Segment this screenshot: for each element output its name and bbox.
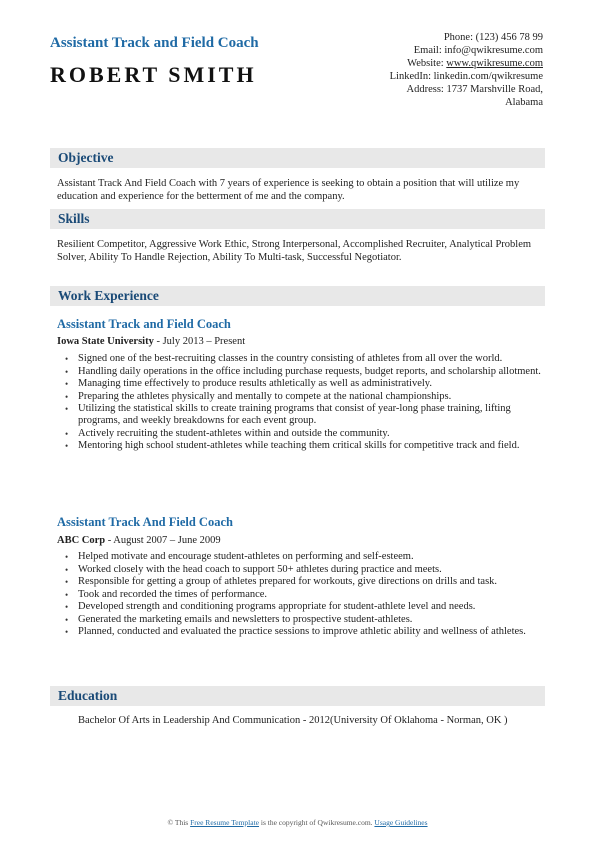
contact-phone: Phone: (123) 456 78 99 bbox=[443, 32, 543, 43]
contact-website-link[interactable]: www.qwikresume.com bbox=[446, 58, 543, 69]
work-title: Work Experience bbox=[58, 288, 159, 303]
contact-linkedin: LinkedIn: linkedin.com/qwikresume bbox=[389, 71, 543, 82]
contact-block bbox=[343, 31, 543, 109]
list-item: • Worked closely with the head coach to support 50+ athletes during practice and meets. bbox=[63, 564, 543, 576]
education-section-header bbox=[50, 686, 545, 706]
job-company: Iowa State University bbox=[57, 336, 154, 347]
list-item: • Signed one of the best-recruiting classes in the country consisting of athletes from all over the world. bbox=[63, 353, 543, 365]
list-item: • Generated the marketing emails and newsletters to prospective student-athletes. bbox=[63, 614, 543, 626]
contact-website bbox=[343, 57, 543, 70]
skills-section-header bbox=[50, 209, 545, 229]
education-title: Education bbox=[58, 688, 118, 703]
skills-title: Skills bbox=[58, 211, 90, 226]
job-company-line bbox=[57, 336, 245, 347]
skills-text: Resilient Competitor, Aggressive Work Ethic, Strong Interpersonal, Accomplished Recruiter, Analytical Problem Solver, Ability To Handle Rejection, Ability To Multi-task, Successful Negotiator. bbox=[57, 239, 532, 263]
usage-guidelines-link[interactable]: Usage Guidelines bbox=[374, 818, 428, 827]
list-item: • Helped motivate and encourage student-athletes on performing and self-esteem. bbox=[63, 551, 543, 563]
job-role: Assistant Track And Field Coach bbox=[57, 515, 233, 529]
list-item: • Mentoring high school student-athletes while teaching them critical skills for competitive track and field. bbox=[63, 440, 543, 452]
footer-prefix: © This bbox=[167, 818, 191, 827]
free-resume-template-link[interactable]: Free Resume Template bbox=[190, 818, 260, 827]
contact-address-line2: Alabama bbox=[505, 97, 543, 108]
list-item: • Utilizing the statistical skills to create training programs that consist of year-long phase training, lifting programs, and weekly breakdowns for each event group. bbox=[63, 403, 543, 427]
list-item: • Developed strength and conditioning programs appropriate for student-athlete level and needs. bbox=[63, 601, 543, 613]
objective-text: Assistant Track And Field Coach with 7 years of experience is seeking to obtain a position that will utilize my education and experience for the betterment of me and the company. bbox=[57, 178, 520, 202]
job-dates: - August 2007 – June 2009 bbox=[105, 535, 221, 546]
job-company-line bbox=[57, 535, 221, 546]
job-bullets bbox=[63, 353, 543, 453]
list-item: • Responsible for getting a group of athletes prepared for workouts, give directions on drills and task. bbox=[63, 576, 543, 588]
footer bbox=[0, 818, 595, 827]
list-item: • Preparing the athletes physically and mentally to compete at the national championships. bbox=[63, 391, 543, 403]
contact-website-label: Website: bbox=[407, 58, 447, 69]
objective-title: Objective bbox=[58, 150, 114, 165]
list-item: • Managing time effectively to produce results athletically as well as administratively. bbox=[63, 378, 543, 390]
footer-middle: is the copyright of Qwikresume.com. bbox=[259, 818, 375, 827]
objective-section-header bbox=[50, 148, 545, 168]
job-company: ABC Corp bbox=[57, 535, 106, 546]
list-item: • Planned, conducted and evaluated the practice sessions to improve athletic ability and wellness of athletes. bbox=[63, 626, 543, 638]
contact-address: Address: 1737 Marshville Road, bbox=[406, 84, 543, 95]
job-bullets bbox=[63, 551, 543, 639]
list-item: • Handling daily operations in the office including purchase requests, budget reports, and scholarship allotment. bbox=[63, 366, 543, 378]
job-title-heading: Assistant Track and Field Coach bbox=[50, 35, 259, 51]
job-role: Assistant Track and Field Coach bbox=[57, 317, 231, 331]
candidate-name: ROBERT SMITH bbox=[50, 62, 257, 87]
education-text: Bachelor Of Arts in Leadership And Communication - 2012(University Of Oklahoma - Norman, OK ) bbox=[78, 715, 508, 726]
work-section-header bbox=[50, 286, 545, 306]
contact-email: Email: info@qwikresume.com bbox=[413, 45, 543, 56]
job-dates: - July 2013 – Present bbox=[153, 336, 246, 347]
list-item: • Actively recruiting the student-athletes within and outside the community. bbox=[63, 428, 543, 440]
list-item: • Took and recorded the times of performance. bbox=[63, 589, 543, 601]
